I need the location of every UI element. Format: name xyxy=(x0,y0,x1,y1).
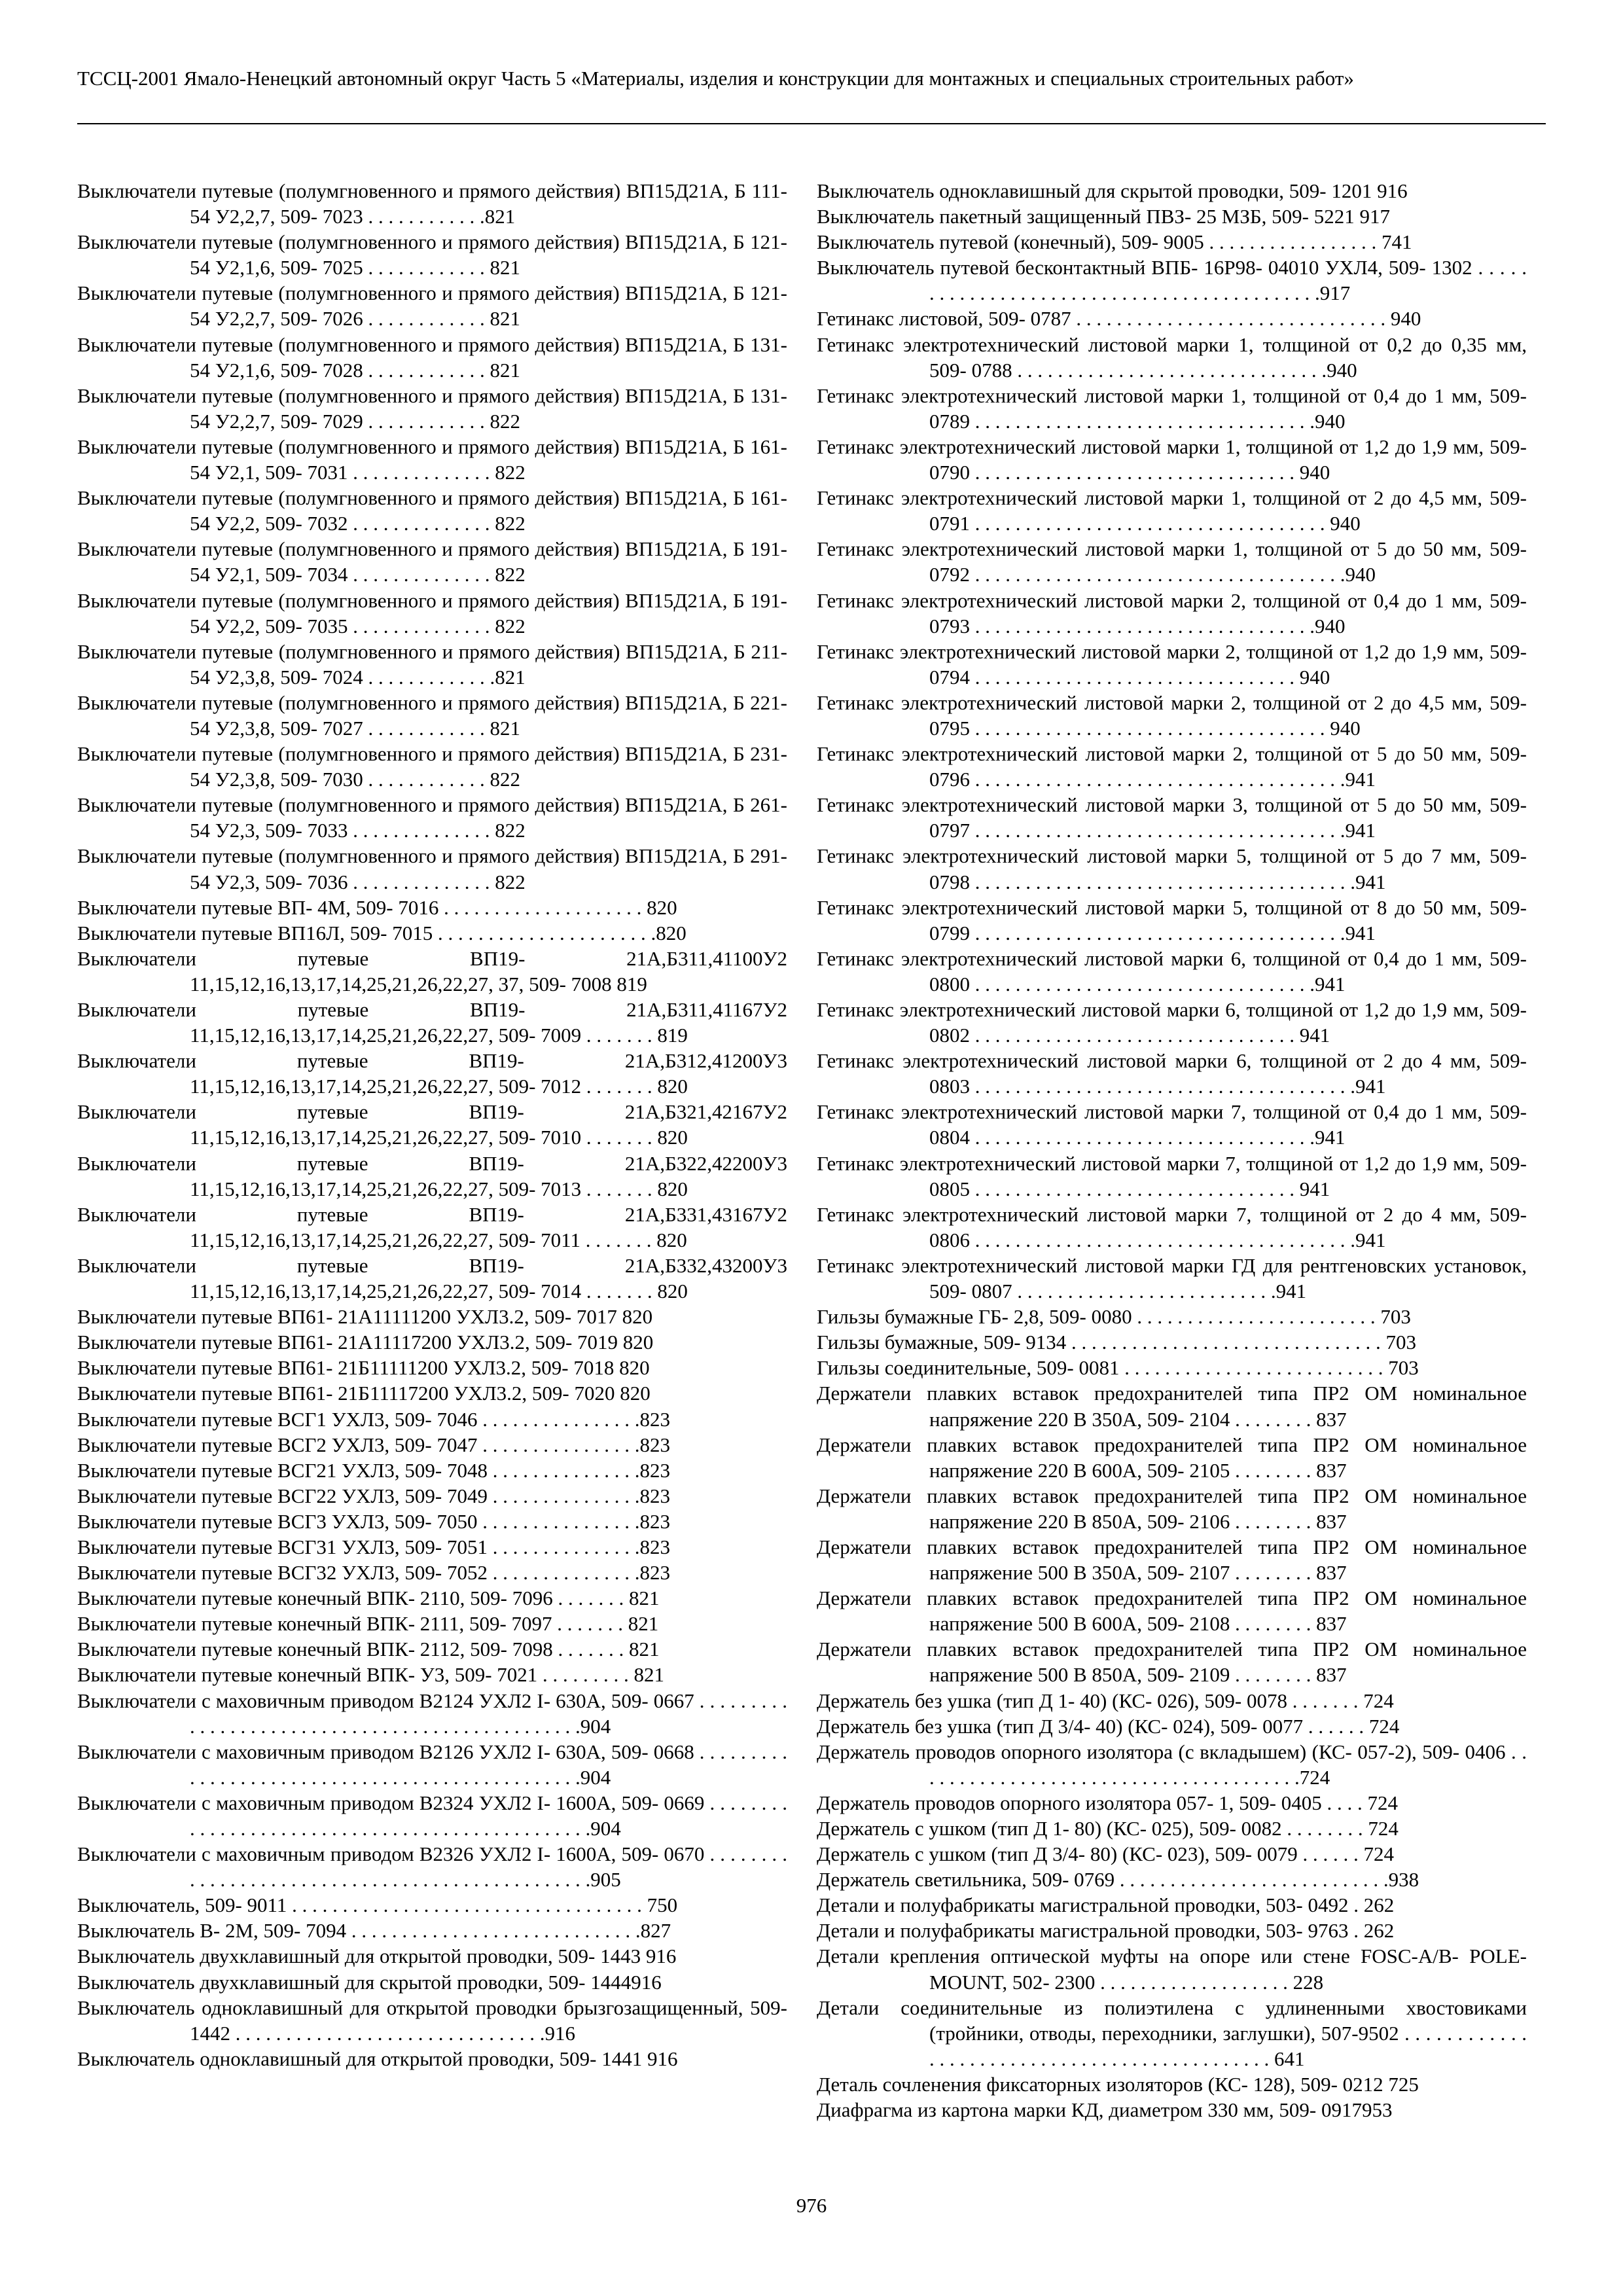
index-entry: Выключатель, 509- 9011 . . . . . . . . . . . . . . . . . . . . . . . . . . . . . . . . . . . 750 xyxy=(77,1893,678,1917)
index-entry: Держатель светильника, 509- 0769 . . . . . . . . . . . . . . . . . . . . . . . . . . .938 xyxy=(817,1868,1419,1892)
index-entry: Гетинакс электротехнический листовой марки 5, толщиной от 5 до 7 мм, 509- 0798 . . . . . . . . . . . . . . . . . . . . . . . . . . . . . . . . . . . . . .941 xyxy=(817,844,1527,893)
index-entry: Гетинакс электротехнический листовой марки 1, толщиной от 0,2 до 0,35 мм, 509- 0788 . . . . . . . . . . . . . . . . . . . . . . . . . . . . . . .940 xyxy=(817,332,1527,382)
index-entry: Гильзы бумажные ГБ- 2,8, 509- 0080 . . . . . . . . . . . . . . . . . . . . . . . . 703 xyxy=(817,1305,1411,1329)
index-entry: Выключатели путевые конечный ВПК- У3, 509- 7021 . . . . . . . . . 821 xyxy=(77,1663,665,1687)
index-entry: Выключатель путевой бесконтактный ВПБ- 16Р98- 04010 УХЛ4, 509- 1302 . . . . . . . . . . . . . . . . . . . . . . . . . . . . . . . . . . . . . . . . . . . .917 xyxy=(817,256,1527,305)
index-entry: Выключатели путевые (полумгновенного и прямого действия) ВП15Д21А, Б 211- 54 У2,3,8, 509- 7024 . . . . . . . . . . . . .821 xyxy=(77,639,787,689)
index-entry: Держатели плавких вставок предохранителей типа ПР2 ОМ номинальное напряжение 220 В 850А, 509- 2106 . . . . . . . . 837 xyxy=(817,1484,1527,1533)
header-divider xyxy=(77,123,1546,124)
index-entry: Выключатели путевые ВСГ31 УХЛ3, 509- 7051 . . . . . . . . . . . . . . .823 xyxy=(77,1535,671,1558)
index-entry: Гетинакс электротехнический листовой марки 2, толщиной от 2 до 4,5 мм, 509- 0795 . . . . . . . . . . . . . . . . . . . . . . . . . . . . . . . . . . . 940 xyxy=(817,691,1527,740)
index-entry: Выключатель двухклавишный для открытой проводки, 509- 1443 916 xyxy=(77,1945,677,1968)
index-entry: Выключатели путевые ВП61- 21А11111200 УХЛ3.2, 509- 7017 820 xyxy=(77,1305,653,1329)
index-column-left xyxy=(77,178,787,2072)
index-entry: Детали и полуфабрикаты магистральной проводки, 503- 0492 . 262 xyxy=(817,1893,1395,1917)
index-entry: Гетинакс электротехнический листовой марки 2, толщиной от 1,2 до 1,9 мм, 509- 0794 . . . . . . . . . . . . . . . . . . . . . . . . . . . . . . . . 940 xyxy=(817,639,1527,689)
index-entry: Выключатели путевые ВСГ1 УХЛ3, 509- 7046 . . . . . . . . . . . . . . . .823 xyxy=(77,1407,671,1431)
index-entry: Держатели плавких вставок предохранителей типа ПР2 ОМ номинальное напряжение 220 В 350А, 509- 2104 . . . . . . . . 837 xyxy=(817,1382,1527,1431)
index-entry: Гетинакс электротехнический листовой марки 5, толщиной от 8 до 50 мм, 509- 0799 . . . . . . . . . . . . . . . . . . . . . . . . . . . . . . . . . . . . .941 xyxy=(817,895,1527,944)
index-entry: Выключатели путевые (полумгновенного и прямого действия) ВП15Д21А, Б 221- 54 У2,3,8, 509- 7027 . . . . . . . . . . . . 821 xyxy=(77,691,787,740)
index-entry: Выключатели путевые (полумгновенного и прямого действия) ВП15Д21А, Б 231- 54 У2,3,8, 509- 7030 . . . . . . . . . . . . 822 xyxy=(77,742,787,791)
index-entry: Выключатель пакетный защищенный ПВЗ- 25 МЗБ, 509- 5221 917 xyxy=(817,205,1391,228)
index-entry: Держатель без ушка (тип Д 3/4- 40) (КС- 024), 509- 0077 . . . . . . 724 xyxy=(817,1714,1400,1738)
index-entry: Выключатели путевые ВП19- 21А,Б321,42167У2 11,15,12,16,13,17,14,25,21,26,22,27, 509- 7010 . . . . . . . 820 xyxy=(77,1100,787,1149)
index-entry: Выключатель одноклавишный для открытой проводки брызгозащищенный, 509- 1442 . . . . . . . . . . . . . . . . . . . . . . . . . . . . . . .916 xyxy=(77,1996,787,2045)
index-entry: Выключатели путевые ВП19- 21А,Б331,43167У2 11,15,12,16,13,17,14,25,21,26,22,27, 509- 7011 . . . . . . . 820 xyxy=(77,1202,787,1251)
index-entry: Гильзы бумажные, 509- 9134 . . . . . . . . . . . . . . . . . . . . . . . . . . . . . . . 703 xyxy=(817,1331,1417,1354)
index-entry: Выключатели путевые конечный ВПК- 2110, 509- 7096 . . . . . . . 821 xyxy=(77,1587,660,1610)
index-entry: Выключатели путевые ВСГ32 УХЛ3, 509- 7052 . . . . . . . . . . . . . . .823 xyxy=(77,1561,671,1585)
index-entry: Гетинакс электротехнический листовой марки 6, толщиной от 0,4 до 1 мм, 509- 0800 . . . . . . . . . . . . . . . . . . . . . . . . . . . . . . . . . .941 xyxy=(817,946,1527,996)
index-entry: Держатели плавких вставок предохранителей типа ПР2 ОМ номинальное напряжение 500 В 600А, 509- 2108 . . . . . . . . 837 xyxy=(817,1587,1527,1636)
index-entry: Выключатели путевые ВП- 4М, 509- 7016 . . . . . . . . . . . . . . . . . . . . 820 xyxy=(77,895,677,919)
index-entry: Выключатели путевые (полумгновенного и прямого действия) ВП15Д21А, Б 191- 54 У2,2, 509- 7035 . . . . . . . . . . . . . . 822 xyxy=(77,588,787,637)
index-entry: Выключатели путевые ВСГ3 УХЛ3, 509- 7050 . . . . . . . . . . . . . . . .823 xyxy=(77,1509,671,1533)
index-entry: Выключатели с маховичным приводом В2124 УХЛ2 I- 630А, 509- 0667 . . . . . . . . . . . . . . . . . . . . . . . . . . . . . . . . . . . . . . . . . . . . . . . .904 xyxy=(77,1689,787,1738)
index-entry: Выключатели с маховичным приводом В2324 УХЛ2 I- 1600А, 509- 0669 . . . . . . . . . . . . . . . . . . . . . . . . . . . . . . . . . . . . . . . . . . . . . . . .904 xyxy=(77,1791,787,1840)
index-entry: Держатели плавких вставок предохранителей типа ПР2 ОМ номинальное напряжение 220 В 600А, 509- 2105 . . . . . . . . 837 xyxy=(817,1433,1527,1482)
index-entry: Выключатели путевые ВП19- 21А,Б332,43200У3 11,15,12,16,13,17,14,25,21,26,22,27, 509- 7014 . . . . . . . 820 xyxy=(77,1253,787,1303)
index-column-right xyxy=(817,178,1527,2123)
index-entry: Держатель с ушком (тип Д 1- 80) (КС- 025), 509- 0082 . . . . . . . . 724 xyxy=(817,1817,1399,1840)
index-entry: Выключатели путевые ВСГ21 УХЛ3, 509- 7048 . . . . . . . . . . . . . . .823 xyxy=(77,1458,671,1482)
index-entry: Выключатели путевые (полумгновенного и прямого действия) ВП15Д21А, Б 131- 54 У2,2,7, 509- 7029 . . . . . . . . . . . . 822 xyxy=(77,384,787,433)
index-entry: Выключатель одноклавишный для открытой проводки, 509- 1441 916 xyxy=(77,2047,678,2070)
index-entry: Держатели плавких вставок предохранителей типа ПР2 ОМ номинальное напряжение 500 В 850А, 509- 2109 . . . . . . . . 837 xyxy=(817,1638,1527,1687)
index-entry: Выключатели путевые (полумгновенного и прямого действия) ВП15Д21А, Б 161- 54 У2,1, 509- 7031 . . . . . . . . . . . . . . 822 xyxy=(77,435,787,484)
index-entry: Выключатели с маховичным приводом В2326 УХЛ2 I- 1600А, 509- 0670 . . . . . . . . . . . . . . . . . . . . . . . . . . . . . . . . . . . . . . . . . . . . . . . .905 xyxy=(77,1842,787,1892)
index-entry: Выключатели путевые ВСГ22 УХЛ3, 509- 7049 . . . . . . . . . . . . . . .823 xyxy=(77,1484,671,1507)
index-entry: Держатель проводов опорного изолятора (с вкладышем) (КС- 057-2), 509- 0406 . . . . . . . . . . . . . . . . . . . . . . . . . . . . . . . . . . . . . . .724 xyxy=(817,1740,1527,1789)
index-entry: Выключатели путевые ВП61- 21А11117200 УХЛ3.2, 509- 7019 820 xyxy=(77,1331,654,1354)
index-entry: Выключатель путевой (конечный), 509- 9005 . . . . . . . . . . . . . . . . . 741 xyxy=(817,230,1412,254)
index-entry: Выключатели путевые ВП16Л, 509- 7015 . . . . . . . . . . . . . . . . . . . . . .820 xyxy=(77,921,687,944)
index-entry: Выключатели путевые (полумгновенного и прямого действия) ВП15Д21А, Б 191- 54 У2,1, 509- 7034 . . . . . . . . . . . . . . 822 xyxy=(77,537,787,586)
index-entry: Гетинакс электротехнический листовой марки ГД для рентгеновских установок, 509- 0807 . . . . . . . . . . . . . . . . . . . . . . . . . .941 xyxy=(817,1253,1527,1303)
index-entry: Диафрагма из картона марки КД, диаметром 330 мм, 509- 0917953 xyxy=(817,2098,1393,2122)
index-entry: Выключатели путевые (полумгновенного и прямого действия) ВП15Д21А, Б 121- 54 У2,1,6, 509- 7025 . . . . . . . . . . . . 821 xyxy=(77,230,787,279)
index-entry: Держатель без ушка (тип Д 1- 40) (КС- 026), 509- 0078 . . . . . . . 724 xyxy=(817,1689,1394,1712)
index-entry: Гетинакс электротехнический листовой марки 3, толщиной от 5 до 50 мм, 509- 0797 . . . . . . . . . . . . . . . . . . . . . . . . . . . . . . . . . . . . .941 xyxy=(817,793,1527,842)
index-entry: Гетинакс электротехнический листовой марки 1, толщиной от 1,2 до 1,9 мм, 509- 0790 . . . . . . . . . . . . . . . . . . . . . . . . . . . . . . . . 940 xyxy=(817,435,1527,484)
index-entry: Гетинакс электротехнический листовой марки 7, толщиной от 0,4 до 1 мм, 509- 0804 . . . . . . . . . . . . . . . . . . . . . . . . . . . . . . . . . .941 xyxy=(817,1100,1527,1149)
index-entry: Гетинакс листовой, 509- 0787 . . . . . . . . . . . . . . . . . . . . . . . . . . . . . . . 940 xyxy=(817,307,1421,331)
index-entry: Выключатели путевые (полумгновенного и прямого действия) ВП15Д21А, Б 121- 54 У2,2,7, 509- 7026 . . . . . . . . . . . . 821 xyxy=(77,281,787,331)
index-entry: Деталь сочленения фиксаторных изоляторов (КС- 128), 509- 0212 725 xyxy=(817,2072,1419,2096)
index-entry: Выключатели путевые (полумгновенного и прямого действия) ВП15Д21А, Б 111- 54 У2,2,7, 509- 7023 . . . . . . . . . . . .821 xyxy=(77,179,787,228)
index-entry: Выключатели путевые ВП61- 21Б11117200 УХЛ3.2, 509- 7020 820 xyxy=(77,1382,651,1405)
index-entry: Выключатель одноклавишный для скрытой проводки, 509- 1201 916 xyxy=(817,179,1408,202)
index-entry: Гетинакс электротехнический листовой марки 6, толщиной от 2 до 4 мм, 509- 0803 . . . . . . . . . . . . . . . . . . . . . . . . . . . . . . . . . . . . . .941 xyxy=(817,1049,1527,1098)
index-entry: Выключатели путевые ВП19- 21А,Б311,41167У2 11,15,12,16,13,17,14,25,21,26,22,27, 509- 7009 . . . . . . . 819 xyxy=(77,998,787,1047)
index-entry: Гетинакс электротехнический листовой марки 2, толщиной от 0,4 до 1 мм, 509- 0793 . . . . . . . . . . . . . . . . . . . . . . . . . . . . . . . . . .940 xyxy=(817,588,1527,637)
index-entry: Держатели плавких вставок предохранителей типа ПР2 ОМ номинальное напряжение 500 В 350А, 509- 2107 . . . . . . . . 837 xyxy=(817,1535,1527,1585)
index-entry: Гетинакс электротехнический листовой марки 1, толщиной от 2 до 4,5 мм, 509- 0791 . . . . . . . . . . . . . . . . . . . . . . . . . . . . . . . . . . . 940 xyxy=(817,486,1527,535)
index-entry: Гетинакс электротехнический листовой марки 2, толщиной от 5 до 50 мм, 509- 0796 . . . . . . . . . . . . . . . . . . . . . . . . . . . . . . . . . . . . .941 xyxy=(817,742,1527,791)
index-entry: Гетинакс электротехнический листовой марки 1, толщиной от 5 до 50 мм, 509- 0792 . . . . . . . . . . . . . . . . . . . . . . . . . . . . . . . . . . . . .940 xyxy=(817,537,1527,586)
index-entry: Выключатели путевые ВСГ2 УХЛ3, 509- 7047 . . . . . . . . . . . . . . . .823 xyxy=(77,1433,671,1456)
index-entry: Держатель проводов опорного изолятора 057- 1, 509- 0405 . . . . 724 xyxy=(817,1791,1398,1814)
index-entry: Выключатели путевые ВП19- 21А,Б322,42200У3 11,15,12,16,13,17,14,25,21,26,22,27, 509- 7013 . . . . . . . 820 xyxy=(77,1151,787,1200)
index-entry: Гетинакс электротехнический листовой марки 7, толщиной от 2 до 4 мм, 509- 0806 . . . . . . . . . . . . . . . . . . . . . . . . . . . . . . . . . . . . . .941 xyxy=(817,1202,1527,1251)
index-entry: Выключатели путевые (полумгновенного и прямого действия) ВП15Д21А, Б 261- 54 У2,3, 509- 7033 . . . . . . . . . . . . . . 822 xyxy=(77,793,787,842)
index-entry: Детали соединительные из полиэтилена с удлиненными хвостовиками (тройники, отводы, переходники, заглушки), 507-9502 . . . . . . . . . . . . . . . . . . . . . . . . . . . . . . . . . . . . . . . . . . . . . . 641 xyxy=(817,1996,1527,2070)
index-entry: Детали и полуфабрикаты магистральной проводки, 503- 9763 . 262 xyxy=(817,1919,1395,1943)
index-entry: Выключатели путевые (полумгновенного и прямого действия) ВП15Д21А, Б 291- 54 У2,3, 509- 7036 . . . . . . . . . . . . . . 822 xyxy=(77,844,787,893)
index-entry: Держатель с ушком (тип Д 3/4- 80) (КС- 023), 509- 0079 . . . . . . 724 xyxy=(817,1842,1395,1866)
page-number: 976 xyxy=(796,2194,827,2217)
index-entry: Выключатели с маховичным приводом В2126 УХЛ2 I- 630А, 509- 0668 . . . . . . . . . . . . . . . . . . . . . . . . . . . . . . . . . . . . . . . . . . . . . . . .904 xyxy=(77,1740,787,1789)
index-entry: Гетинакс электротехнический листовой марки 6, толщиной от 1,2 до 1,9 мм, 509- 0802 . . . . . . . . . . . . . . . . . . . . . . . . . . . . . . . . 941 xyxy=(817,998,1527,1047)
page-header: ТССЦ-2001 Ямало-Ненецкий автономный округ Часть 5 «Материалы, изделия и конструкции для монтажных и специальных строительных работ» xyxy=(77,67,1354,90)
index-entry: Выключатели путевые конечный ВПК- 2112, 509- 7098 . . . . . . . 821 xyxy=(77,1638,660,1661)
index-entry: Выключатель В- 2М, 509- 7094 . . . . . . . . . . . . . . . . . . . . . . . . . . . . .827 xyxy=(77,1919,671,1943)
index-entry: Гетинакс электротехнический листовой марки 7, толщиной от 1,2 до 1,9 мм, 509- 0805 . . . . . . . . . . . . . . . . . . . . . . . . . . . . . . . . 941 xyxy=(817,1151,1527,1200)
index-entry: Гетинакс электротехнический листовой марки 1, толщиной от 0,4 до 1 мм, 509- 0789 . . . . . . . . . . . . . . . . . . . . . . . . . . . . . . . . . .940 xyxy=(817,384,1527,433)
index-entry: Детали крепления оптической муфты на опоре или стене FOSC-A/B- POLE- MOUNT, 502- 2300 . . . . . . . . . . . . . . . . . . . 228 xyxy=(817,1945,1527,1994)
index-entry: Выключатели путевые ВП61- 21Б11111200 УХЛ3.2, 509- 7018 820 xyxy=(77,1356,650,1380)
index-entry: Выключатели путевые (полумгновенного и прямого действия) ВП15Д21А, Б 131- 54 У2,1,6, 509- 7028 . . . . . . . . . . . . 821 xyxy=(77,332,787,382)
index-entry: Выключатель двухклавишный для скрытой проводки, 509- 1444916 xyxy=(77,1970,662,1994)
index-entry: Гильзы соединительные, 509- 0081 . . . . . . . . . . . . . . . . . . . . . . . . . . 703 xyxy=(817,1356,1419,1380)
index-entry: Выключатели путевые конечный ВПК- 2111, 509- 7097 . . . . . . . 821 xyxy=(77,1612,659,1636)
index-entry: Выключатели путевые (полумгновенного и прямого действия) ВП15Д21А, Б 161- 54 У2,2, 509- 7032 . . . . . . . . . . . . . . 822 xyxy=(77,486,787,535)
index-entry: Выключатели путевые ВП19- 21А,Б312,41200У3 11,15,12,16,13,17,14,25,21,26,22,27, 509- 7012 . . . . . . . 820 xyxy=(77,1049,787,1098)
index-entry: Выключатели путевые ВП19- 21А,Б311,41100У2 11,15,12,16,13,17,14,25,21,26,22,27, 37, 509- 7008 819 xyxy=(77,946,787,996)
